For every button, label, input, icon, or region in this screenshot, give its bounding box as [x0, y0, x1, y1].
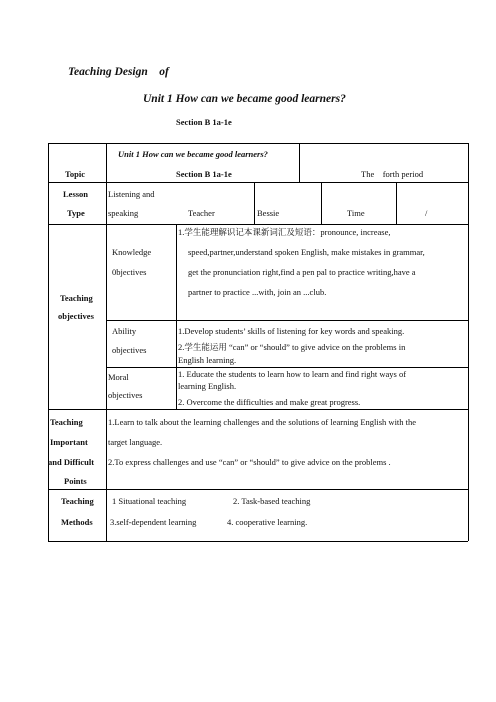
- doc-title: [68, 66, 169, 78]
- method-1: 1 Situational teaching: [112, 496, 187, 506]
- objectives-label-2: objectives: [58, 311, 94, 321]
- topic-period: [361, 168, 423, 180]
- important-line-3: 2.To express challenges and use “can” or “should” to give advice on the problems .: [108, 457, 391, 467]
- topic-label: Topic: [65, 169, 86, 179]
- ability-line-1: 1.Develop students’ skills of listening for key words and speaking.: [178, 326, 405, 336]
- knowledge-label-2: 0bjectives: [112, 267, 147, 277]
- moral-label-2: objectives: [108, 390, 143, 400]
- important-label-1: Teaching: [50, 417, 83, 427]
- knowledge-line-3: get the pronunciation right,find a pen pal to practice writing,have a: [188, 267, 416, 277]
- ability-label-1: Ability: [112, 326, 137, 336]
- methods-label-2: Methods: [61, 517, 93, 527]
- knowledge-line-4: partner to practice ...with, join an ...club.: [188, 287, 327, 297]
- lesson-type-value-1: Listening and: [108, 189, 155, 199]
- topic-period-a: The: [361, 169, 375, 179]
- topic-unit: Unit 1 How can we became good learners?: [118, 149, 268, 159]
- important-label-4: Points: [64, 476, 87, 486]
- ability-line-3: English learning.: [178, 355, 237, 365]
- moral-line-3: 2. Overcome the difficulties and make great progress.: [178, 397, 361, 407]
- moral-label-1: Moral: [108, 372, 129, 382]
- method-3: 3.self-dependent learning: [110, 517, 197, 527]
- time-label: Time: [347, 208, 365, 218]
- lesson-type-label-1: Lesson: [63, 189, 89, 199]
- section-label: Section B 1a-1e: [176, 117, 232, 127]
- doc-title-main: Teaching Design: [68, 66, 148, 78]
- topic-section: Section B 1a-1e: [176, 169, 232, 179]
- ability-line-2: 2.学生能运用 “can” or “should” to give advice on the problems in: [178, 342, 406, 352]
- lesson-type-label-2: Type: [67, 208, 85, 218]
- lesson-type-value-2: speaking: [108, 208, 139, 218]
- objectives-label-1: Teaching: [60, 293, 93, 303]
- unit-title: Unit 1 How can we became good learners?: [143, 93, 346, 105]
- method-4: 4. cooperative learning.: [227, 517, 308, 527]
- knowledge-line-1: 1.学生能理解识记本课新词汇及短语：pronounce, increase,: [178, 227, 391, 237]
- moral-line-1: 1. Educate the students to learn how to learn and find right ways of: [178, 369, 407, 379]
- moral-line-2: learning English.: [178, 381, 237, 391]
- teacher-label: Teacher: [188, 208, 215, 218]
- important-label-3: and Difficult: [48, 457, 95, 467]
- important-label-2: Important: [50, 437, 88, 447]
- teacher-value: Bessie: [257, 208, 280, 218]
- knowledge-line-2: speed,partner,understand spoken English, make mistakes in grammar,: [188, 247, 425, 257]
- topic-period-b: forth period: [382, 169, 424, 179]
- ability-label-2: objectives: [112, 345, 147, 355]
- doc-title-of: of: [159, 66, 169, 78]
- important-line-1: 1.Learn to talk about the learning challenges and the solutions of learning English with the: [108, 417, 417, 427]
- important-line-2: target language.: [108, 437, 163, 447]
- knowledge-label-1: Knowledge: [112, 247, 152, 257]
- time-value: /: [425, 208, 428, 218]
- methods-label-1: Teaching: [61, 496, 94, 506]
- method-2: 2. Task-based teaching: [233, 496, 311, 506]
